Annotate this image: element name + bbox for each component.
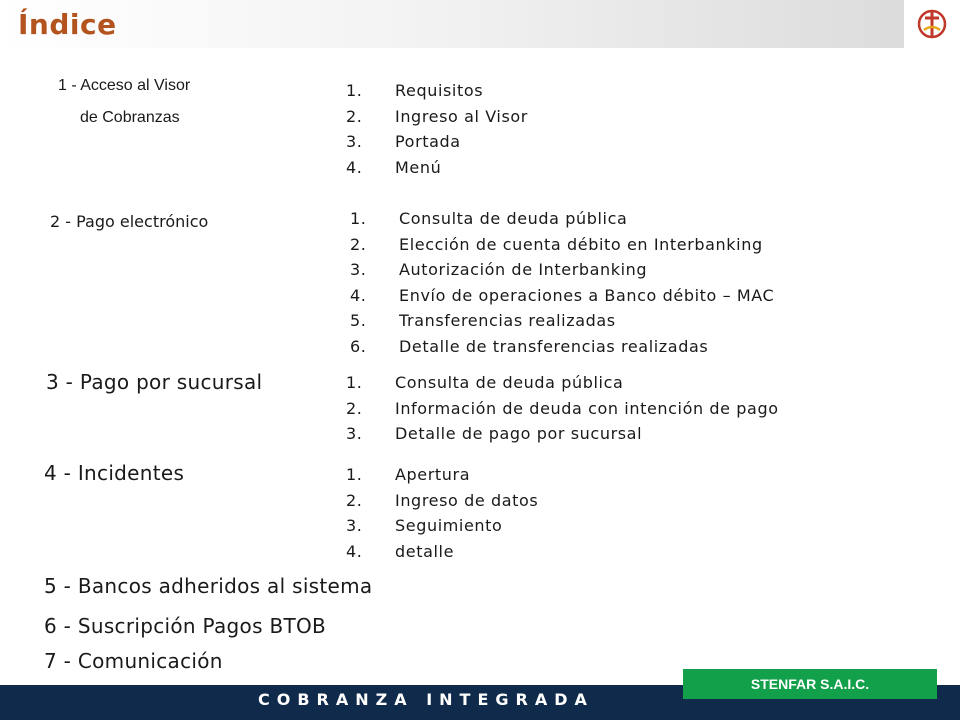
page-title: Índice bbox=[18, 8, 117, 41]
section-2-title: 2 - Pago electrónico bbox=[50, 212, 209, 231]
section-1-title-line2: de Cobranzas bbox=[80, 109, 180, 126]
section-7-title: 7 - Comunicación bbox=[44, 649, 223, 673]
section-4-title: 4 - Incidentes bbox=[44, 461, 185, 485]
footer-title: COBRANZA INTEGRADA bbox=[258, 690, 594, 709]
company-badge: STENFAR S.A.I.C. bbox=[683, 669, 937, 699]
section-6-title: 6 - Suscripción Pagos BTOB bbox=[44, 614, 327, 638]
header-bar bbox=[0, 0, 960, 48]
section-3-title: 3 - Pago por sucursal bbox=[46, 370, 263, 394]
section-5-title: 5 - Bancos adheridos al sistema bbox=[44, 574, 373, 598]
logo bbox=[904, 0, 960, 48]
cross-emblem-icon bbox=[915, 4, 949, 44]
section-1-title-line1: 1 - Acceso al Visor bbox=[58, 77, 191, 94]
